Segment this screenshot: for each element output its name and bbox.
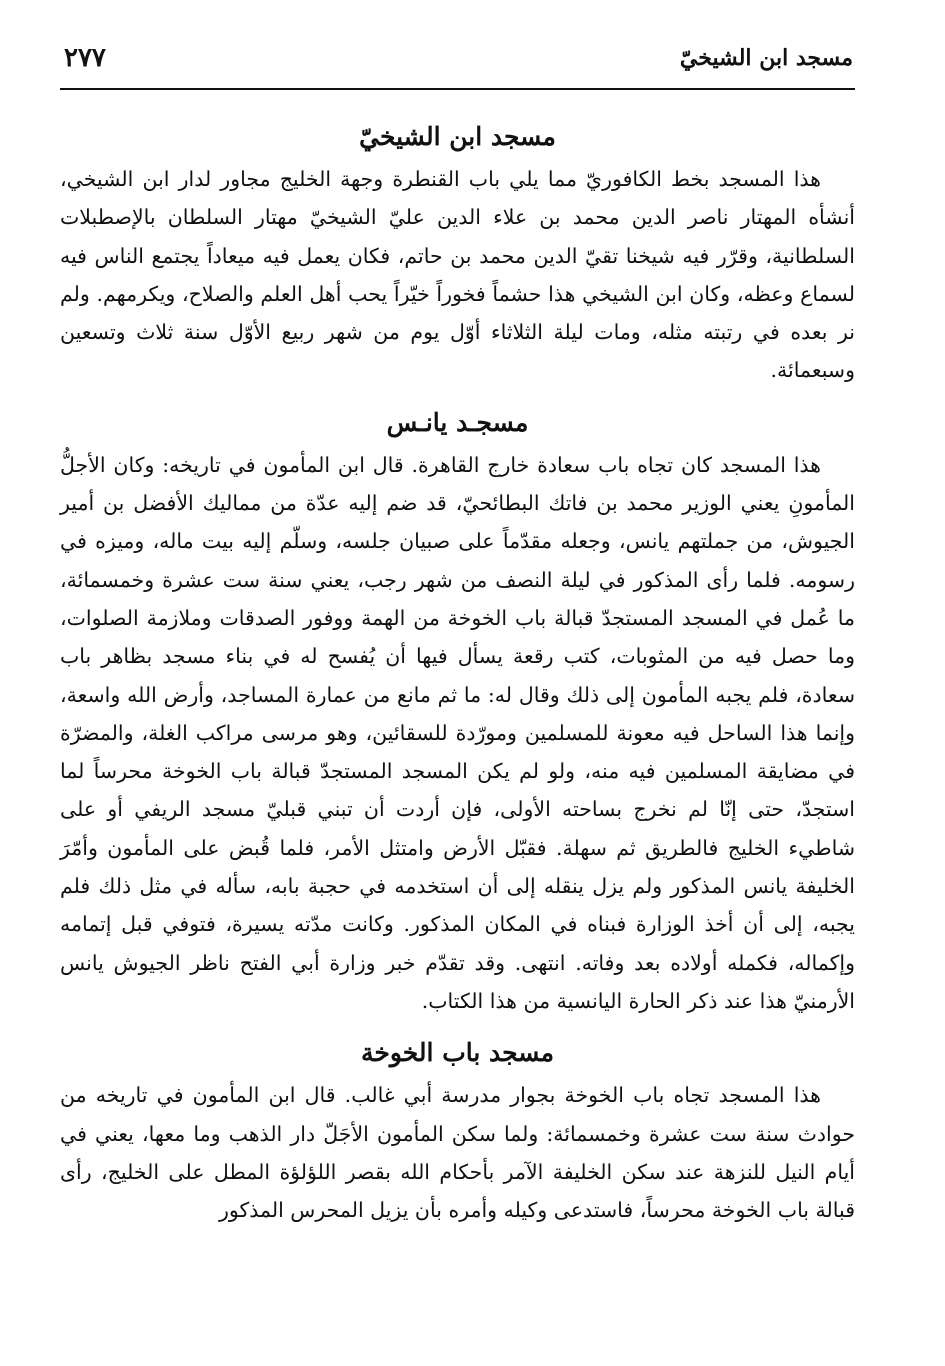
section-text (60, 1076, 855, 1229)
section-heading: مسجـد يانـس (386, 407, 529, 437)
section-heading: مسجد ابن الشيخيّ (359, 122, 556, 151)
paragraph: هذا المسجد كان تجاه باب سعادة خارج القاهرة. قال ابن المأمون في تاريخه: وكان الأجلُّ المأمونِ يعني الوزير محمد بن فاتك البطائحيّ، قد ضم إليه عدّة من مماليك الأفضل بن أمير الجيوش، من جملتهم يانس، وجعله مقدّماً على صبيان جلسه، وسلّم إليه بيت ماله، وميزه في رسومه. فلما رأى المذكور في ليلة النصف من شهر رجب، يعني سنة ست عشرة وخمسمائة، ما عُمل في المسجد المستجدّ قبالة باب الخوخة من الهمة ووفور الصدقات وملازمة الصلوات، وما حصل فيه من المثوبات، كتب رقعة يسأل فيها أن يُفسح له في بناء مسجد بظاهر باب سعادة، فلم يجبه المأمون إلى ذلك وقال له: ما ثم مانع من عمارة المساجد، وأرض الله واسعة، وإنما هذا الساحل فيه معونة للمسلمين ومورّدة للسقائين، وهو مرسى مراكب الغلة، والمضرّة في مضايقة المسلمين فيه منه، ولو لم يكن المسجد المستجدّ قبالة باب الخوخة محرساً لما استجدّ، حتى إنّا لم نخرج بساحته الأولى، فإن أردت أن تبني قبليّ مسجد الريفي أو على شاطيء الخليج فالطريق ثم سهلة. فقبّل الأرض وامتثل الأمر، فلما قُبض على المأمون وأمّرَ الخليفة يانس المذكور ولم يزل ينقله إلى أن استخدمه في حجبة بابه، سأله في مثل ذلك فلم يجبه، إلى أن أخذ الوزارة فبناه في المكان المذكور. وكانت مدّته يسيرة، فتوفي قبل إتمامه وإكماله، فكمله أولاده بعد وفاته. انتهى. وقد تقدّم خبر وزارة أبي الفتح ناظر الجيوش يانس الأرمنيّ هذا عند ذكر الحارة اليانسية من هذا الكتاب. (60, 452, 855, 1013)
running-header (60, 38, 855, 78)
section-heading: مسجد باب الخوخة (361, 1038, 554, 1068)
paragraph: هذا المسجد تجاه باب الخوخة بجوار مدرسة أبي غالب. قال ابن المأمون في تاريخه من حوادث سنة ست عشرة وخمسمائة: ولما سكن المأمون الأجَلّ دار الذهب وما معها، يعني في أيام النيل للنزهة عند سكن الخليفة الآمر بأحكام الله بقصر اللؤلؤة المطل على الخليج، رأى قبالة باب الخوخة محرساً، فاستدعى وكيله وأمره بأن يزيل المحرس المذكور (60, 1083, 855, 1223)
paragraph: هذا المسجد بخط الكافوريّ مما يلي باب القنطرة وجهة الخليج مجاور لدار ابن الشيخي، أنشأه المهتار ناصر الدين محمد بن علاء الدين عليّ الشيخيّ مهتار السلطان بالإصطبلات السلطانية، وقرّر فيه شيخنا تقيّ الدين محمد بن حاتم، فكان يعمل فيه ميعاداً يجتمع الناس فيه لسماع وعظه، وكان ابن الشيخي هذا حشماً فخوراً خيّراً يحب أهل العلم والصلاح، ويكرمهم. ولم نر بعده في رتبته مثله، ومات ليلة الثلاثاء أوّل يوم من شهر ربيع الأوّل سنة ثلاث وتسعين وسبعمائة. (60, 167, 855, 383)
header-divider (60, 88, 855, 90)
running-title: مسجد ابن الشيخيّ (679, 45, 853, 71)
page-number: ٢٧٧ (64, 43, 106, 73)
section-bab-al-khawkha-mosque (60, 1030, 855, 1229)
page-content (60, 114, 855, 1229)
section-text (60, 160, 855, 390)
section-ibn-al-shaykhi-mosque (60, 114, 855, 390)
section-text (60, 446, 855, 1020)
section-yanis-mosque (60, 400, 855, 1020)
book-page (60, 30, 855, 1350)
